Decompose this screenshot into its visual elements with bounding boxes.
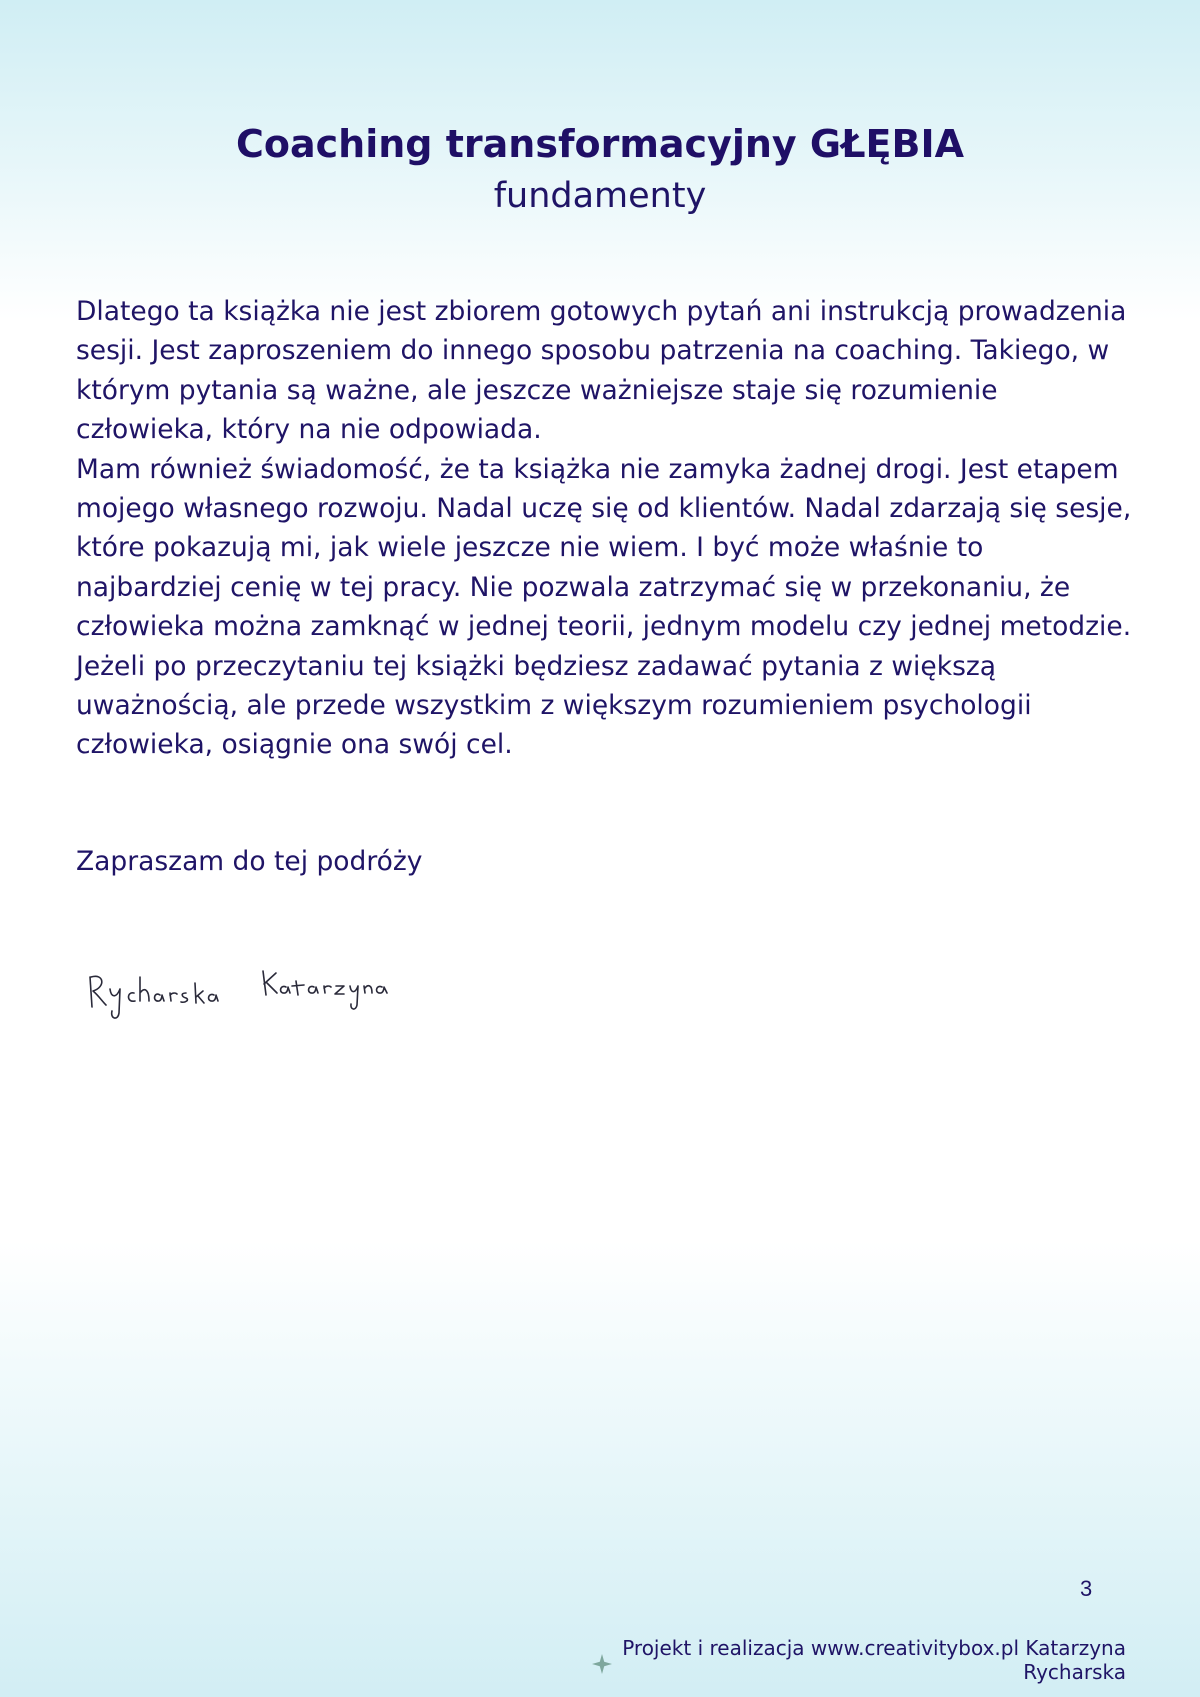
page-subtitle: fundamenty (493, 176, 707, 216)
page-title: Coaching transformacyjny GŁĘBIA (236, 122, 964, 166)
page-number: 3 (1080, 1576, 1093, 1601)
paragraph-2: Mam również świadomość, że ta książka nie zamyka żadnej drogi. Jest etapem mojego własnego rozwoju. Nadal uczę się od klientów. Nadal zdarzają się sesje, które pokazują mi, jak wiele jeszcze nie wiem. I być może właśnie to najbardziej cenię w tej pracy. Nie pozwala zatrzymać się w przekonaniu, że człowieka można zamknąć w jednej teorii, jednym modelu czy jednej metodzie. (76, 453, 1132, 643)
handwritten-signature (82, 955, 412, 1025)
paragraph-3: Jeżeli po przeczytaniu tej książki będziesz zadawać pytania z większą uważnością, ale przede wszystkim z większym rozumieniem psychologii człowieka, osiągnie ona swój cel. (76, 650, 1032, 761)
closing-line: Zapraszam do tej podróży (76, 846, 423, 877)
body-text (76, 292, 1136, 765)
paragraph-1: Dlatego ta książka nie jest zbiorem gotowych pytań ani instrukcją prowadzenia sesji. Jest zaproszeniem do innego sposobu patrzenia na coaching. Takiego, w którym pytania są ważne, ale jeszcze ważniejsze staje się rozumienie człowieka, który na nie odpowiada. (76, 296, 1127, 446)
star-icon (590, 1652, 614, 1676)
footer-credit: Projekt i realizacja www.creativitybox.pl Katarzyna Rycharska (622, 1636, 1126, 1684)
